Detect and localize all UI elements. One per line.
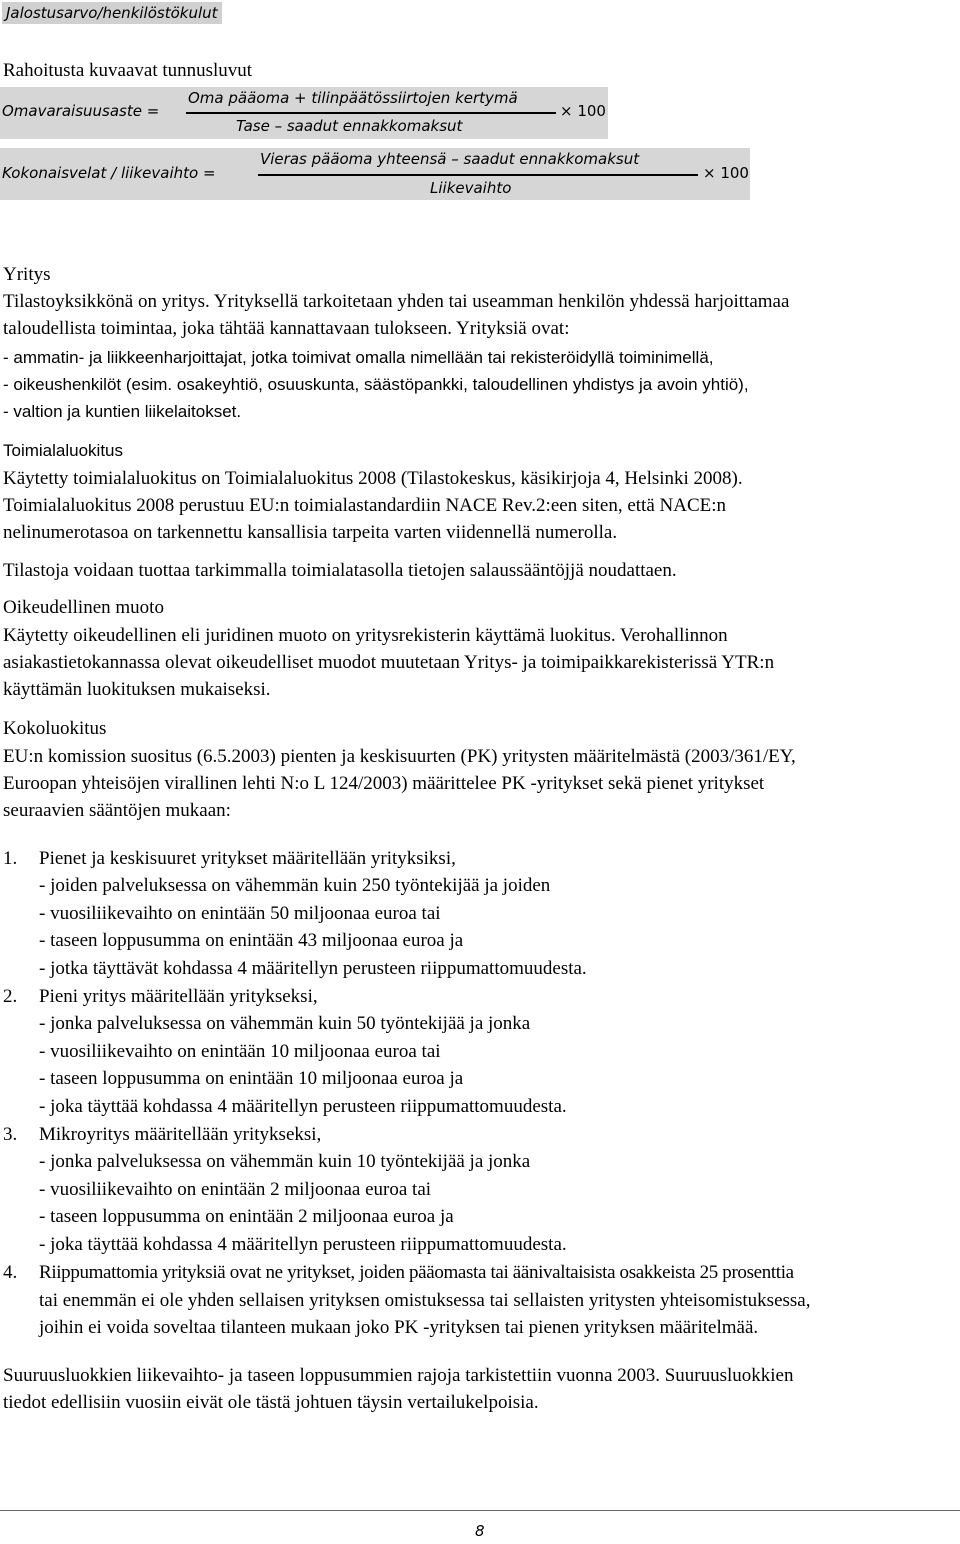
- paragraph-line: taloudellista toimintaa, joka tähtää kannattavaan tulokseen. Yrityksiä ovat:: [3, 318, 570, 339]
- fraction-bar: [258, 174, 698, 176]
- list-item-line: joihin ei voida soveltaa tilanteen mukaan joko PK -yrityksen tai pienen yrityksen määritelmää.: [39, 1317, 759, 1338]
- list-item-line: Pienet ja keskisuuret yritykset määritellään yrityksiksi,: [39, 848, 456, 869]
- formula-factor: × 100: [560, 102, 606, 120]
- list-item-number: 3.: [3, 1124, 18, 1145]
- formula-omavaraisuusaste: [0, 87, 608, 139]
- paragraph-line: käyttämän luokituksen mukaiseksi.: [3, 679, 271, 700]
- paragraph-line: - valtion ja kuntien liikelaitokset.: [3, 402, 242, 421]
- formula-lhs: Kokonaisvelat / liikevaihto =: [2, 164, 216, 182]
- section-header-label: Jalostusarvo/henkilöstökulut: [2, 2, 222, 24]
- formula-lhs: Omavaraisuusaste =: [2, 102, 160, 120]
- list-item-line: tai enemmän ei ole yhden sellaisen yrityksen omistuksessa tai sellaisten yritysten yhteisomistuksessa,: [39, 1290, 811, 1311]
- footer-divider: [0, 1510, 960, 1511]
- formula-factor: × 100: [703, 164, 749, 182]
- paragraph-line: Käytetty oikeudellinen eli juridinen muoto on yritysrekisterin käyttämä luokitus. Verohallinnon: [3, 625, 728, 646]
- list-item-number: 4.: [3, 1262, 18, 1283]
- formula-numerator: Oma pääoma + tilinpäätössiirtojen kertymä: [188, 89, 518, 107]
- formula-denominator: Tase – saadut ennakkomaksut: [236, 117, 463, 135]
- list-item-number: 1.: [3, 848, 18, 869]
- list-item-line: - joka täyttää kohdassa 4 määritellyn perusteen riippumattomuudesta.: [39, 1234, 567, 1255]
- paragraph-note: Tilastoja voidaan tuottaa tarkimmalla toimialatasolla tietojen salaussääntöjjä noudattaen.: [3, 560, 677, 581]
- formula-numerator: Vieras pääoma yhteensä – saadut ennakkomaksut: [260, 150, 640, 168]
- paragraph-line: Toimialaluokitus 2008 perustuu EU:n toimialastandardiin NACE Rev.2:een siten, että NACE:n: [3, 495, 727, 516]
- section-title-oikeudellinen-muoto: Oikeudellinen muoto: [3, 597, 164, 618]
- paragraph-line: seuraavien sääntöjen mukaan:: [3, 800, 231, 821]
- paragraph-line: nelinumerotasoa on tarkennettu kansallisia tarpeita varten viidennellä numerolla.: [3, 522, 618, 543]
- list-item-line: Pieni yritys määritellään yritykseksi,: [39, 986, 318, 1007]
- paragraph-line: Käytetty toimialaluokitus on Toimialaluokitus 2008 (Tilastokeskus, käsikirjoja 4, Helsinki 2008).: [3, 468, 743, 489]
- paragraph-line: - ammatin- ja liikkeenharjoittajat, jotka toimivat omalla nimellään tai rekisteröidyllä toiminimellä,: [3, 348, 714, 367]
- list-item-line: - taseen loppusumma on enintään 10 miljoonaa euroa ja: [39, 1068, 464, 1089]
- list-item-line: Riippumattomia yrityksiä ovat ne yritykset, joiden pääomasta tai äänivaltaisista osakkeista 25 prosenttia: [39, 1262, 794, 1283]
- list-item-line: - vuosiliikevaihto on enintään 2 miljoonaa euroa tai: [39, 1179, 432, 1200]
- formula-denominator: Liikevaihto: [430, 179, 512, 197]
- list-item-line: - jonka palveluksessa on vähemmän kuin 50 työntekijää ja jonka: [39, 1013, 531, 1034]
- list-item-line: - vuosiliikevaihto on enintään 10 miljoonaa euroa tai: [39, 1041, 441, 1062]
- list-item-line: - joka täyttää kohdassa 4 määritellyn perusteen riippumattomuudesta.: [39, 1096, 567, 1117]
- list-item-line: - vuosiliikevaihto on enintään 50 miljoonaa euroa tai: [39, 903, 441, 924]
- paragraph-line: asiakastietokannassa olevat oikeudelliset muodot muutetaan Yritys- ja toimipaikkarekisterissä YTR:n: [3, 652, 775, 673]
- list-item-line: Mikroyritys määritellään yritykseksi,: [39, 1124, 322, 1145]
- paragraph-line: Suuruusluokkien liikevaihto- ja taseen loppusummien rajoja tarkistettiin vuonna 2003. Suuruusluokkien: [3, 1365, 794, 1386]
- paragraph-line: tiedot edellisiin vuosiin eivät ole tästä johtuen täysin vertailukelpoisia.: [3, 1392, 539, 1413]
- section-title-kokoluokitus: Kokoluokitus: [3, 718, 107, 739]
- list-item-number: 2.: [3, 986, 18, 1007]
- section-title-yritys: Yritys: [3, 264, 51, 285]
- paragraph-line: Tilastoyksikkönä on yritys. Yrityksellä tarkoitetaan yhden tai useamman henkilön yhdessä harjoittamaa: [3, 291, 790, 312]
- section-title-rahoitus: Rahoitusta kuvaavat tunnusluvut: [3, 60, 253, 81]
- fraction-bar: [186, 112, 556, 114]
- page-number: 8: [475, 1522, 485, 1540]
- paragraph-line: - oikeushenkilöt (esim. osakeyhtiö, osuuskunta, säästöpankki, taloudellinen yhdistys ja avoin yhtiö),: [3, 375, 749, 394]
- list-item-line: - joiden palveluksessa on vähemmän kuin 250 työntekijää ja joiden: [39, 875, 551, 896]
- paragraph-line: EU:n komission suositus (6.5.2003) pienten ja keskisuurten (PK) yritysten määritelmästä (2003/361/EY,: [3, 746, 796, 767]
- paragraph-line: Euroopan yhteisöjen virallinen lehti N:o L 124/2003) määrittelee PK -yritykset sekä pienet yritykset: [3, 773, 765, 794]
- list-item-line: - taseen loppusumma on enintään 2 miljoonaa euroa ja: [39, 1206, 454, 1227]
- list-item-line: - jotka täyttävät kohdassa 4 määritellyn perusteen riippumattomuudesta.: [39, 958, 587, 979]
- list-item-line: - taseen loppusumma on enintään 43 miljoonaa euroa ja: [39, 930, 464, 951]
- formula-kokonaisvelat: [0, 148, 750, 200]
- list-item-line: - jonka palveluksessa on vähemmän kuin 10 työntekijää ja jonka: [39, 1151, 531, 1172]
- section-title-toimialaluokitus: Toimialaluokitus: [3, 441, 123, 460]
